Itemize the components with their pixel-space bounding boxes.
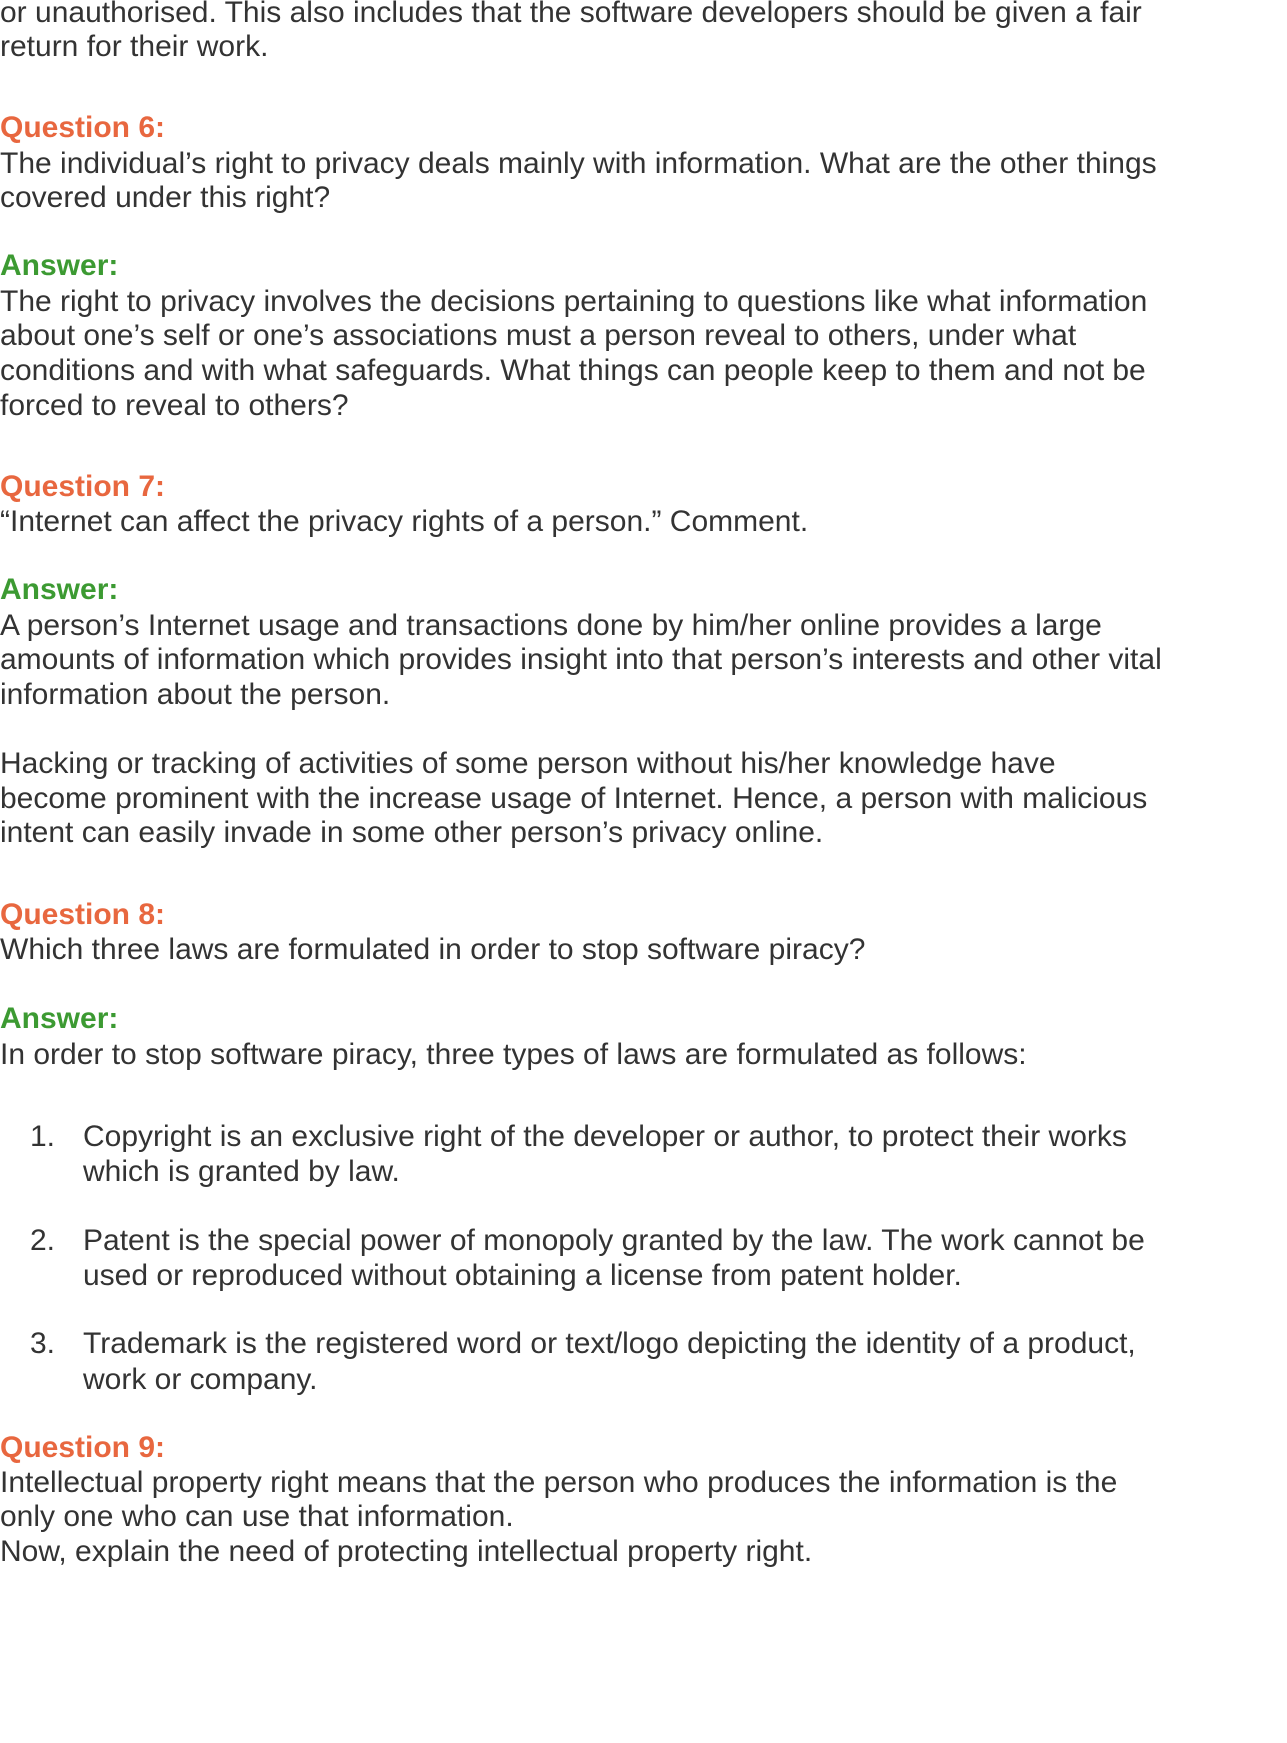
list-item-text: Trademark is the registered word or text/logo depicting the identity of a product, [83,1327,1136,1360]
question-9-text: Intellectual property right means that the person who produces the information is the [0,1466,1118,1499]
answer-7-text: amounts of information which provides insight into that person’s interests and other vital [0,643,1162,676]
answer-7-text: Hacking or tracking of activities of some person without his/her knowledge have [0,747,1056,780]
answer-7-text: intent can easily invade in some other person’s privacy online. [0,816,824,849]
answer-6-text: The right to privacy involves the decisions pertaining to questions like what information [0,285,1148,318]
question-7-text: “Internet can affect the privacy rights of a person.” Comment. [0,505,809,538]
question-9-heading: Question 9: [0,1431,166,1464]
list-item-text: used or reproduced without obtaining a license from patent holder. [83,1259,962,1292]
list-item-text: which is granted by law. [83,1155,400,1188]
question-9-text: only one who can use that information. [0,1500,514,1533]
question-6-heading: Question 6: [0,111,166,144]
answer-8-heading: Answer: [0,1002,119,1035]
answer-7-text: become prominent with the increase usage of Internet. Hence, a person with malicious [0,782,1148,815]
question-7-heading: Question 7: [0,470,166,503]
list-item-text: Copyright is an exclusive right of the developer or author, to protect their works [83,1120,1127,1153]
question-8-heading: Question 8: [0,898,166,931]
answer-7-heading: Answer: [0,573,119,606]
answer-6-text: conditions and with what safeguards. What things can people keep to them and not be [0,354,1146,387]
question-9-text: Now, explain the need of protecting intellectual property right. [0,1535,813,1568]
answer-7-text: information about the person. [0,678,391,711]
answer-6-heading: Answer: [0,249,119,282]
list-item-number: 2. [30,1224,56,1257]
answer-6-text: forced to reveal to others? [0,389,349,422]
intro-line: return for their work. [0,30,269,63]
answer-7-text: A person’s Internet usage and transactions done by him/her online provides a large [0,609,1102,642]
question-6-text: The individual’s right to privacy deals mainly with information. What are the other things [0,147,1157,180]
list-item-text: Patent is the special power of monopoly granted by the law. The work cannot be [83,1224,1145,1257]
answer-6-text: about one’s self or one’s associations must a person reveal to others, under what [0,319,1077,352]
answer-8-text: In order to stop software piracy, three types of laws are formulated as follows: [0,1038,1027,1071]
list-item-text: work or company. [83,1363,318,1396]
intro-line: or unauthorised. This also includes that the software developers should be given a fair [0,0,1142,29]
question-8-text: Which three laws are formulated in order to stop software piracy? [0,933,866,966]
list-item-number: 1. [30,1120,56,1153]
list-item-number: 3. [30,1327,56,1360]
question-6-text: covered under this right? [0,181,331,214]
